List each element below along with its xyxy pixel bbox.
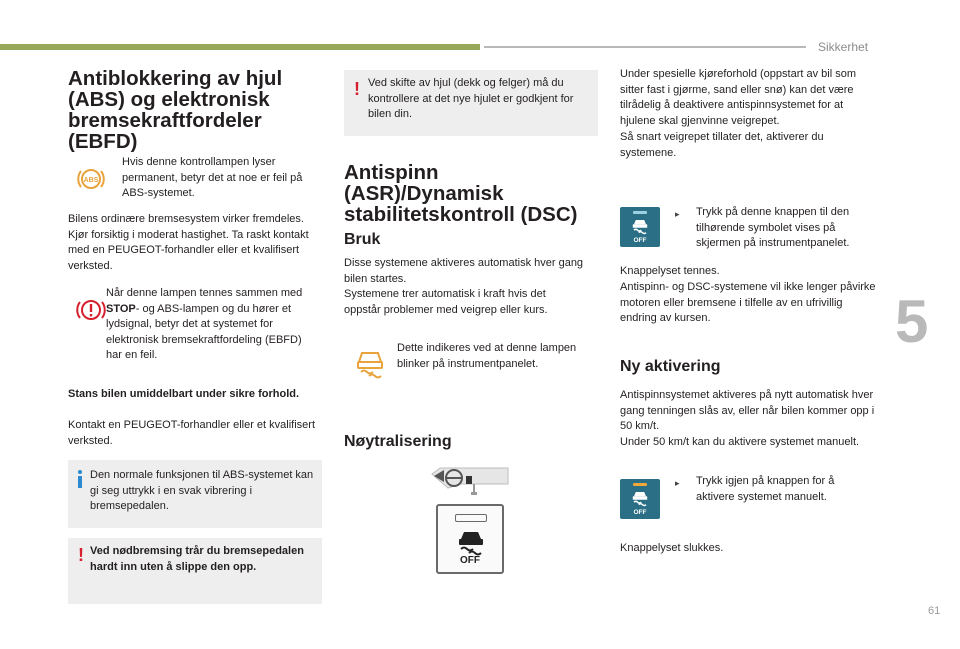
ny-aktivering-heading: Ny aktivering [620, 358, 721, 375]
abs-icon-label: ABS [83, 177, 99, 184]
off-label: OFF [633, 509, 647, 516]
warning-icon: ! [354, 79, 360, 99]
systems-disabled-text: Antispinn- og DSC-systemene vil ikke lenger påvirke motoren eller bremsene i tilfelle av en ufrivillig endring av kursen. [620, 281, 876, 325]
dsc-off-button-icon-2 [620, 479, 660, 519]
wheel-change-note [344, 70, 598, 136]
dsc-car-icon [456, 528, 486, 556]
emergency-braking-note [68, 538, 322, 604]
abs-warning-icon [76, 166, 106, 192]
press-button-text: Trykk på denne knappen til den tilhørende symbolet vises på skjermen på instrumentpanelet. [696, 206, 850, 250]
stop-word: STOP [106, 302, 136, 315]
dsc-off-button-icon [620, 207, 660, 247]
press-again-text: Trykk igjen på knappen for å aktivere systemet manuelt. [696, 475, 835, 503]
abs-info-note-text: Den normale funksjonen til ABS-systemet kan gi seg uttrykk i en svak vibrering i bremsepedalen. [90, 469, 314, 513]
bullet-marker: ▸ [675, 209, 680, 219]
section-title: Sikkerhet [818, 40, 869, 54]
header-accent-bar [0, 44, 480, 50]
bruk-text-1: Disse systemene aktiveres automatisk hver gang bilen startes. [344, 257, 584, 285]
off-label: OFF [633, 237, 647, 244]
brake-warning-icon [75, 296, 107, 324]
info-icon [78, 470, 82, 488]
wheel-change-text: Ved skifte av hjul (dekk og felger) må du kontrollere at det nye hjulet er godkjent for bilen din. [368, 77, 574, 121]
stop-contact-text: Kontakt en PEUGEOT-forhandler eller et kvalifisert verksted. [68, 419, 315, 447]
intro-text-2: Så snart veigrepet tillater det, aktiverer du systemene. [620, 131, 824, 159]
abs-section-title: Antiblokkering av hjul (ABS) og elektronisk bremsekraftfordeler (EBFD) [68, 67, 283, 153]
stop-car-instruction: Stans bilen umiddelbart under sikre forhold. [68, 388, 300, 400]
stop-lamp-text: Når denne lampen tennes sammen med STOP- og ABS-lampen og du hører et lydsignal, betyr det at systemet for elektronisk bremsekraftfordeling (EBFD) har en feil. [106, 287, 303, 362]
noytralisering-heading: Nøytralisering [344, 433, 452, 450]
dsc-off-button-illustration [436, 504, 504, 574]
dashboard-illustration [430, 462, 510, 500]
button-off-text: Knappelyset slukkes. [620, 542, 724, 554]
ordinary-brakes-text: Bilens ordinære bremsesystem virker fremdeles. Kjør forsiktig i moderat hastighet. Ta raskt kontakt med en PEUGEOT-forhandler eller et kvalifisert verksted. [68, 213, 309, 272]
dsc-lamp-text: Dette indikeres ved at denne lampen blinker på instrumentpanelet. [397, 342, 577, 370]
bruk-text-2: Systemene trer automatisk i kraft hvis det oppstår problemer med veigrep eller kurs. [344, 288, 548, 316]
header-divider [484, 46, 806, 48]
page-number: 61 [928, 605, 941, 617]
dsc-warning-icon [355, 348, 385, 380]
off-label: OFF [460, 555, 480, 566]
chapter-number: 5 [895, 288, 929, 355]
button-lit-text: Knappelyset tennes. [620, 265, 720, 277]
abs-info-note [68, 460, 322, 528]
bullet-marker: ▸ [675, 478, 680, 488]
emergency-braking-text: Ved nødbremsing trår du bremsepedalen hardt inn uten å slippe den opp. [90, 545, 304, 573]
intro-text-1: Under spesielle kjøreforhold (oppstart av bil som sitter fast i gjørme, sand eller snø) kan det være tilrådelig å deaktivere antispinnsystemet for at hjulene skal gjenvinne veigrepet. [620, 68, 856, 127]
abs-lamp-text: Hvis denne kontrollampen lyser permanent, betyr det at noe er feil på ABS-systemet. [122, 156, 303, 200]
warning-icon: ! [78, 545, 84, 565]
asr-dsc-section-title: Antispinn (ASR)/Dynamisk stabilitetskontroll (DSC) [344, 161, 578, 226]
button-indicator-led [455, 514, 487, 522]
reactivate-text-2: Under 50 km/t kan du aktivere systemet manuelt. [620, 436, 860, 448]
reactivate-text-1: Antispinnsystemet aktiveres på nytt automatisk hver gang tenningen slås av, eller når bilen kommer opp i 50 km/t. [620, 389, 875, 433]
bruk-heading: Bruk [344, 231, 381, 248]
